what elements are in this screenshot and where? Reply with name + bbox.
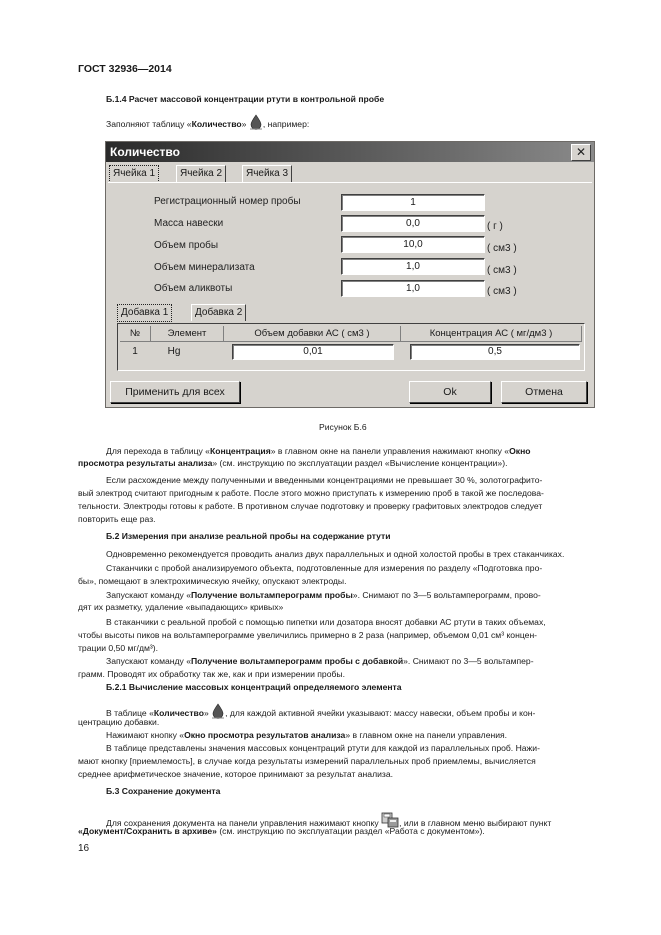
para2-line2: вый электрод считают пригодным к работе. После этого можно приступать к измерению проб в такой же последова- xyxy=(78,488,544,498)
b3-p1: Для сохранения документа на панели управления нажимают кнопку , или в главном меню выбирают пункт xyxy=(106,812,551,831)
unit-cm3-volume: ( см3 ) xyxy=(487,243,517,254)
tab-addition-1[interactable]: Добавка 1 xyxy=(117,304,172,322)
addition-volume-input[interactable]: 0,01 xyxy=(232,344,394,360)
section-title-b21: Б.2.1 Вычисление массовых концентраций определяемого элемента xyxy=(106,682,402,692)
section-title-b3: Б.3 Сохранение документа xyxy=(106,786,221,796)
field-label-aliquot-volume: Объем аликвоты xyxy=(154,283,233,294)
b2-p4b: чтобы высоты пиков на вольтамперограмме увеличились примерно в 2 раза (например, объемом 0,01 см³ концен- xyxy=(78,630,538,640)
b14-intro: Заполняют таблицу «Количество» , например: xyxy=(106,114,309,133)
b2-p3a: Запускают команду «Получение вольтамперограмм пробы». Снимают по 3—5 вольтамперограмм, прово- xyxy=(106,590,541,600)
unit-g: ( г ) xyxy=(487,221,503,232)
b21-p3a: В таблице представлены значения массовых концентраций ртути для каждой из параллельных проб. Нажи- xyxy=(106,743,540,753)
field-label-sample-mass: Масса навески xyxy=(154,218,224,229)
grid-cell-element: Hg xyxy=(167,346,181,357)
b2-p2b: бы», помещают в электрохимическую ячейку, опускают электроды. xyxy=(78,576,347,586)
unit-cm3-mineralizate: ( см3 ) xyxy=(487,265,517,276)
grid-header-volume: Объем добавки АС ( см3 ) xyxy=(224,326,401,342)
b3-p2: «Документ/Сохранить в архиве» (см. инструкцию по эксплуатации раздел «Работа с документом»). xyxy=(78,826,485,836)
unit-cm3-aliquot: ( см3 ) xyxy=(487,286,517,297)
b21-p2: Нажимают кнопку «Окно просмотра результатов анализа» в главном окне на панели управления. xyxy=(106,730,508,740)
b21-p1: В таблице «Количество» , для каждой активной ячейки указывают: массу навески, объем пробы и кон- xyxy=(106,703,535,722)
grid-cell-number: 1 xyxy=(132,346,138,357)
section-title-b14: Б.1.4 Расчет массовой концентрации ртути в контрольной пробе xyxy=(106,94,385,104)
grid-header-concentration: Концентрация АС ( мг/дм3 ) xyxy=(401,326,582,342)
grid-header-number: № xyxy=(120,326,151,342)
para2-line3: тельности. Электроды готовы к работе. В противном случае подготовку и проверку графитовых электродов следует xyxy=(78,501,543,511)
b2-p5a: Запускают команду «Получение вольтамперограмм пробы с добавкой». Снимают по 3—5 вольтампер- xyxy=(106,656,534,666)
figure-caption: Рисунок Б.6 xyxy=(319,422,367,432)
close-icon[interactable]: ✕ xyxy=(571,144,591,161)
b2-p1: Одновременно рекомендуется проводить анализ двух параллельных и одной холостой пробы в трех стаканчиках. xyxy=(106,549,565,559)
addition-concentration-input[interactable]: 0,5 xyxy=(410,344,580,360)
field-label-reg-number: Регистрационный номер пробы xyxy=(154,196,301,207)
page-header: ГОСТ 32936—2014 xyxy=(78,63,172,75)
page-number: 16 xyxy=(78,843,90,854)
b21-p1e: центрацию добавки. xyxy=(78,717,160,727)
grid-header-element: Элемент xyxy=(151,326,224,342)
apply-all-button[interactable]: Применить для всех xyxy=(110,381,240,403)
field-label-mineralizate-volume: Объем минерализата xyxy=(154,262,255,273)
tab-addition-2[interactable]: Добавка 2 xyxy=(191,304,246,321)
reg-number-input[interactable]: 1 xyxy=(341,194,485,211)
b2-p4a: В стаканчики с реальной пробой с помощью пипетки или дозатора вносят добавки АС ртути в таких объемах, xyxy=(106,617,546,627)
b21-p3c: среднее арифметическое значение, которое принимают за результат анализа. xyxy=(78,769,394,779)
b2-p2a: Стаканчики с пробой анализируемого объекта, подготовленные для измерения по разделу «Подготовка про- xyxy=(106,563,543,573)
para2-line1: Если расхождение между полученными и введенными концентрациями не превышает 30 %, золотографито- xyxy=(106,475,543,485)
tab-cell-2[interactable]: Ячейка 2 xyxy=(176,165,226,182)
b2-p3d: дят их разметку, удаление «выпадающих» кривых» xyxy=(78,602,284,612)
aliquot-volume-input[interactable]: 1,0 xyxy=(341,280,485,297)
dialog-titlebar xyxy=(106,142,594,162)
additions-grid xyxy=(117,323,585,371)
quantity-dialog xyxy=(105,141,595,408)
dialog-title: Количество xyxy=(110,145,180,159)
para1-line1: Для перехода в таблицу «Концентрация» в главном окне на панели управления нажимают кнопку «Окно xyxy=(106,446,531,456)
field-label-sample-volume: Объем пробы xyxy=(154,240,219,251)
para1-line2: просмотра результаты анализа» (см. инструкцию по эксплуатации раздел «Вычисление концентрации»). xyxy=(78,458,508,468)
tab-cell-1[interactable]: Ячейка 1 xyxy=(109,165,159,183)
tab-cell-3[interactable]: Ячейка 3 xyxy=(242,165,292,182)
section-title-b2: Б.2 Измерения при анализе реальной пробы на содержание ртути xyxy=(106,531,391,541)
mineralizate-volume-input[interactable]: 1,0 xyxy=(341,258,485,275)
b21-p3b: мают кнопку [приемлемость], в случае когда результаты измерений параллельных проб приемлемы, вычисляется xyxy=(78,756,536,766)
ok-button[interactable]: Ok xyxy=(409,381,491,403)
tab-divider xyxy=(108,182,592,183)
b2-p4c: трации 0,50 мг/дм³). xyxy=(78,643,158,653)
sample-mass-input[interactable]: 0,0 xyxy=(341,215,485,232)
sample-volume-input[interactable]: 10,0 xyxy=(341,236,485,253)
b2-p5d: грамм. Проводят их обработку так же, как и при измерении пробы. xyxy=(78,669,345,679)
cancel-button[interactable]: Отмена xyxy=(501,381,587,403)
drop-icon xyxy=(249,114,263,133)
drop-icon xyxy=(211,703,225,722)
para2-line4: повторить еще раз. xyxy=(78,514,156,524)
